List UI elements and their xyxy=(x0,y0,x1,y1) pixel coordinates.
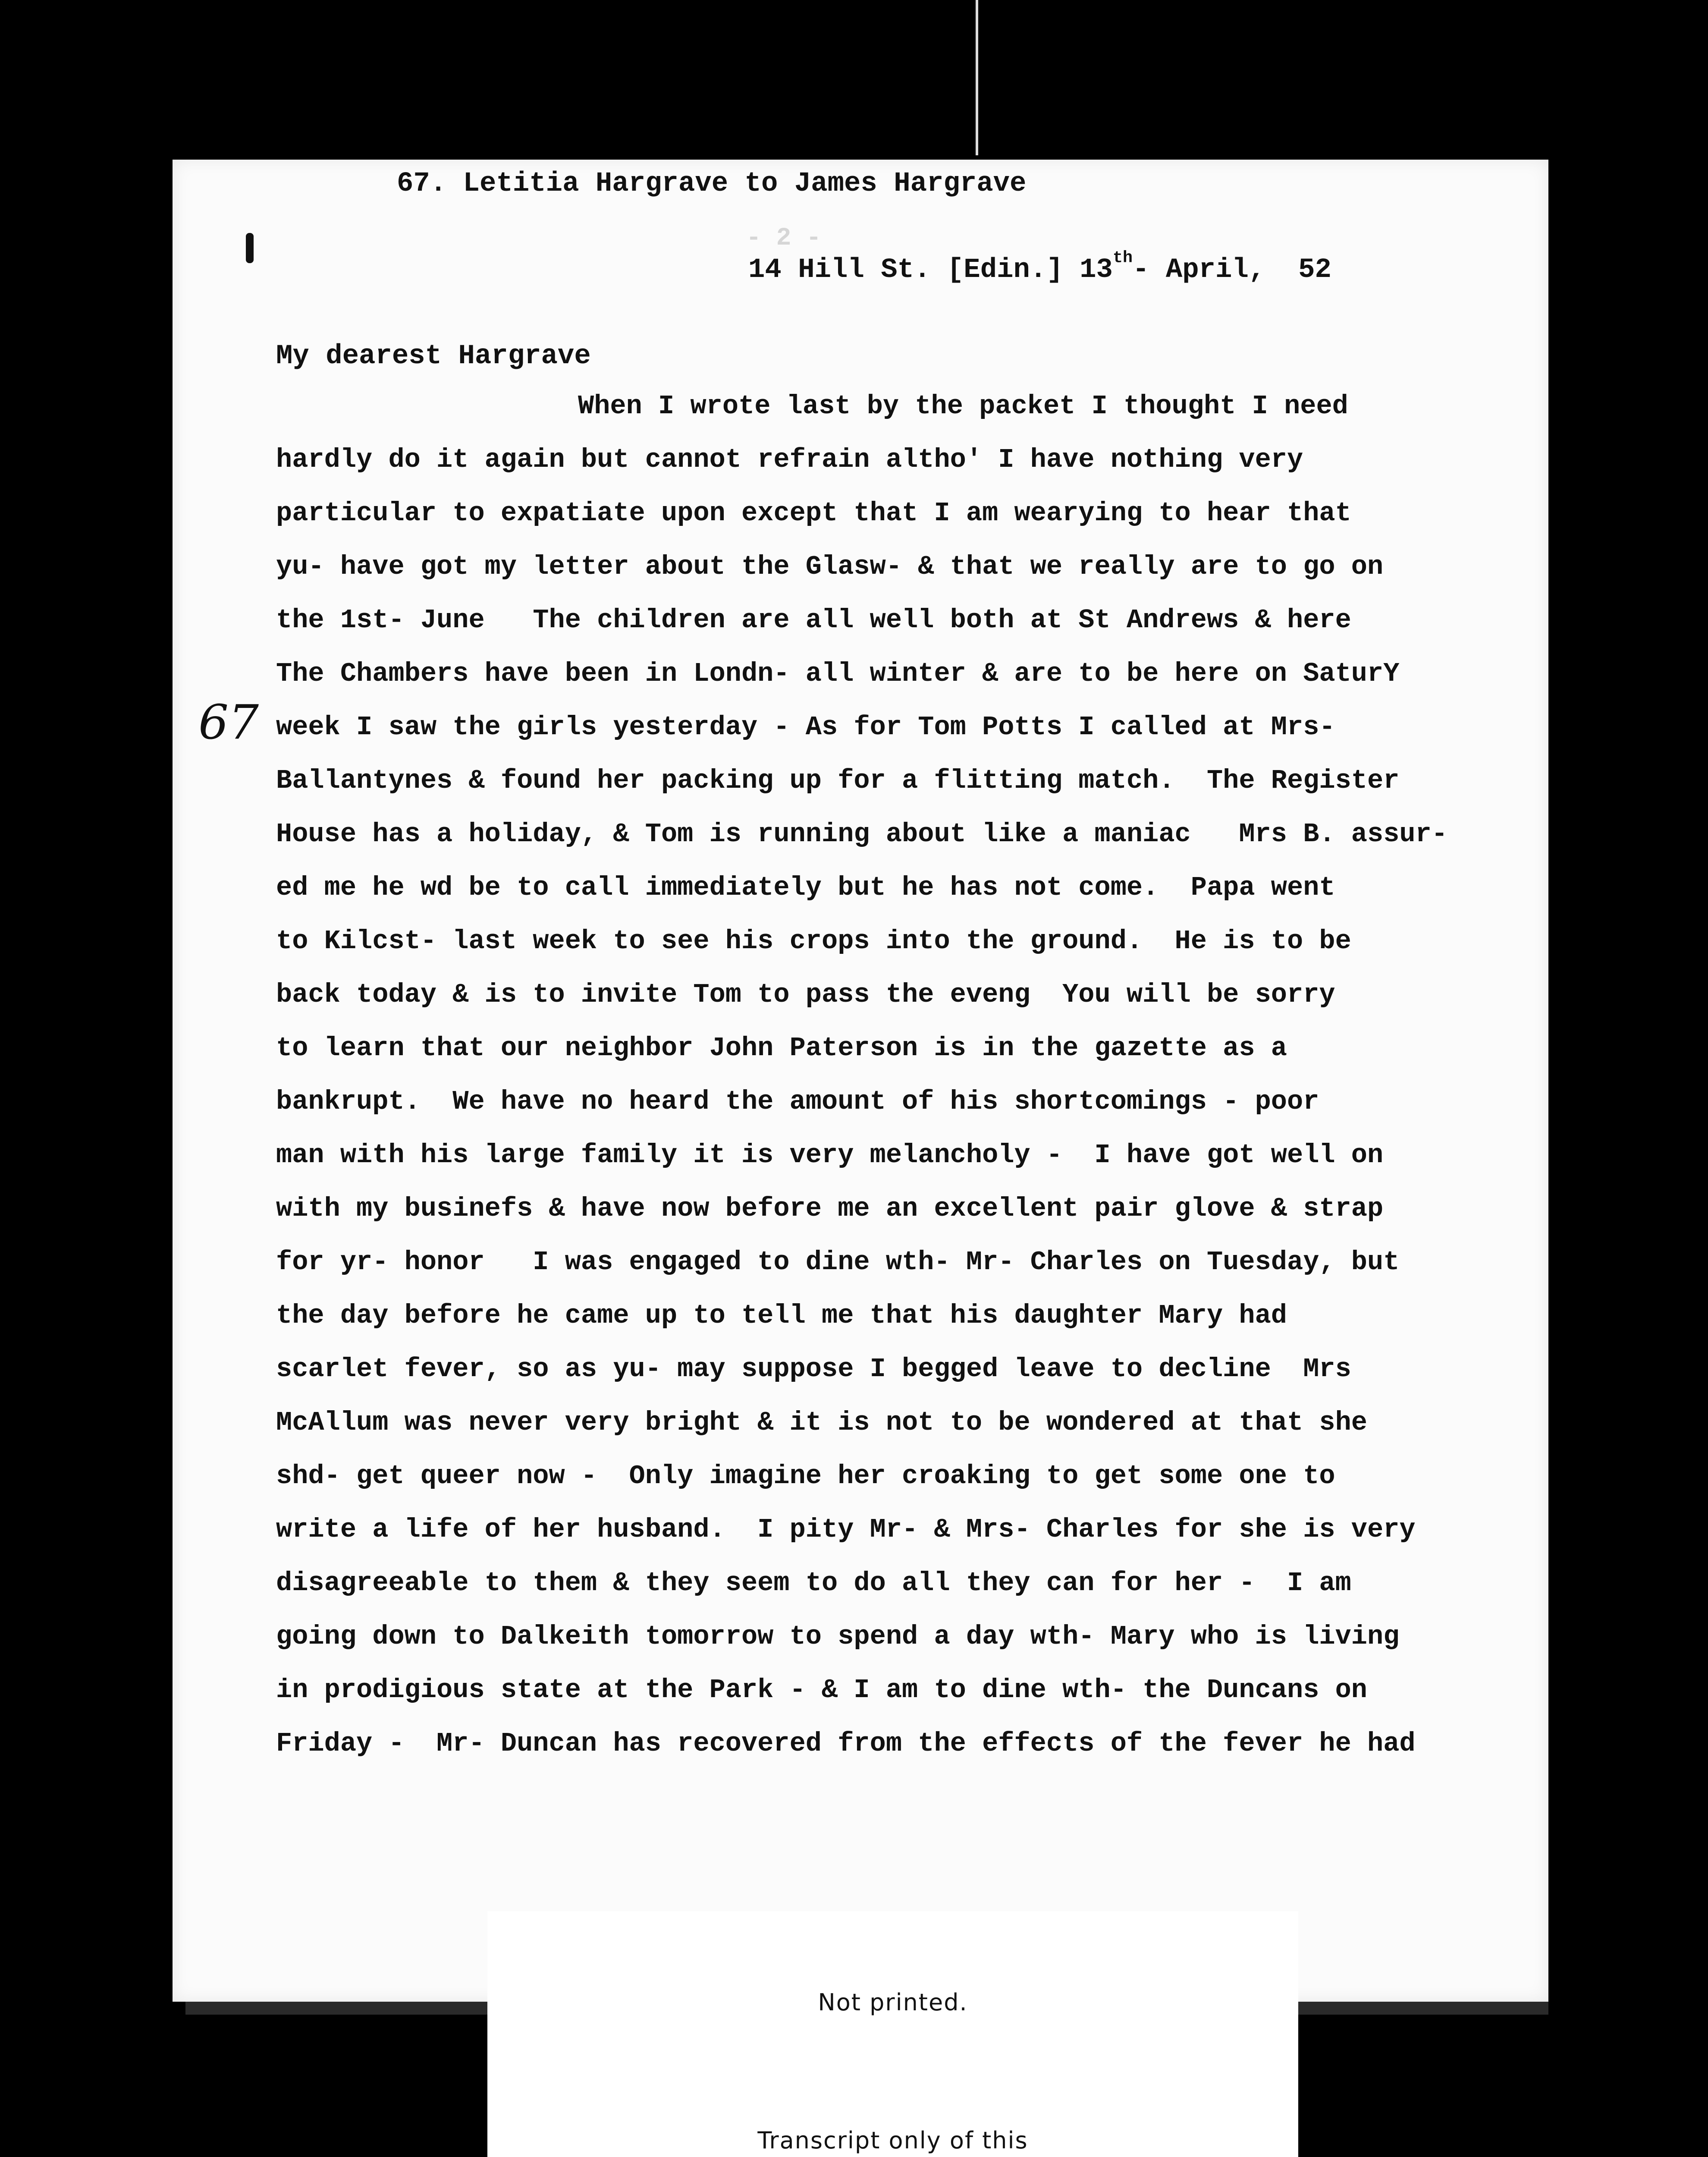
letter-line: the day before he came up to tell me that his daughter Mary had xyxy=(276,1300,1287,1331)
margin-note: 67 xyxy=(198,695,259,750)
letter-heading: 67. Letitia Hargrave to James Hargrave xyxy=(397,168,1027,199)
archive-stamp-card xyxy=(487,1911,1298,2157)
letter-salutation: My dearest Hargrave xyxy=(276,341,591,372)
letter-line: particular to expatiate upon except that I am wearying to hear that xyxy=(276,498,1351,528)
letter-line: The Chambers have been in Londn- all winter & are to be here on SaturY xyxy=(276,658,1400,689)
letter-line: in prodigious state at the Park - & I am to dine wth- the Duncans on xyxy=(276,1675,1368,1705)
dateline-address: 14 Hill St. [Edin.] 13 xyxy=(748,255,1113,286)
letter-line: scarlet fever, so as yu- may suppose I begged leave to decline Mrs xyxy=(276,1354,1351,1384)
letter-line: Ballantynes & found her packing up for a flitting match. The Register xyxy=(276,765,1400,796)
letter-line: hardly do it again but cannot refrain altho' I have nothing very xyxy=(276,444,1303,475)
letter-line: When I wrote last by the packet I thought I need xyxy=(578,391,1348,421)
page-marker: - 2 - xyxy=(746,224,822,252)
letter-line: yu- have got my letter about the Glasw- & that we really are to go on xyxy=(276,551,1384,582)
letter-body xyxy=(276,380,1527,1770)
letter-line: with my businefs & have now before me an excellent pair glove & strap xyxy=(276,1193,1384,1224)
letter-sheet xyxy=(173,160,1548,2002)
letter-line: week I saw the girls yesterday - As for Tom Potts I called at Mrs- xyxy=(276,712,1335,742)
letter-line: ed me he wd be to call immediately but he has not come. Papa went xyxy=(276,872,1335,903)
letter-line: McAllum was never very bright & it is not to be wondered at that she xyxy=(276,1407,1368,1438)
stamp-not-printed: Not printed. xyxy=(818,1989,968,2016)
letter-line: shd- get queer now - Only imagine her croaking to get some one to xyxy=(276,1461,1335,1491)
punch-mark xyxy=(246,233,254,263)
letter-line: to Kilcst- last week to see his crops into the ground. He is to be xyxy=(276,926,1351,956)
letter-line: House has a holiday, & Tom is running about like a maniac Mrs B. assur- xyxy=(276,819,1448,849)
letter-line: write a life of her husband. I pity Mr- & Mrs- Charles for she is very xyxy=(276,1514,1416,1545)
letter-line: for yr- honor I was engaged to dine wth- Mr- Charles on Tuesday, but xyxy=(276,1247,1400,1277)
letter-line: going down to Dalkeith tomorrow to spend a day wth- Mary who is living xyxy=(276,1621,1400,1652)
letter-line: the 1st- June The children are all well both at St Andrews & here xyxy=(276,605,1351,635)
letter-line: disagreeable to them & they seem to do all they can for her - I am xyxy=(276,1568,1351,1598)
stamp-transcript-line: Transcript only of this xyxy=(757,2127,1028,2154)
letter-line: bankrupt. We have no heard the amount of his shortcomings - poor xyxy=(276,1086,1319,1117)
letter-line: to learn that our neighbor John Paterson is in the gazette as a xyxy=(276,1033,1287,1063)
letter-line: Friday - Mr- Duncan has recovered from the effects of the fever he had xyxy=(276,1728,1416,1759)
letter-dateline xyxy=(748,248,1331,286)
letter-line: man with his large family it is very melancholy - I have got well on xyxy=(276,1140,1384,1170)
dateline-rest: - April, 52 xyxy=(1133,255,1331,286)
page-divider-line xyxy=(976,0,978,155)
letter-line: back today & is to invite Tom to pass the eveng You will be sorry xyxy=(276,979,1335,1010)
dateline-superscript: th xyxy=(1112,248,1133,267)
